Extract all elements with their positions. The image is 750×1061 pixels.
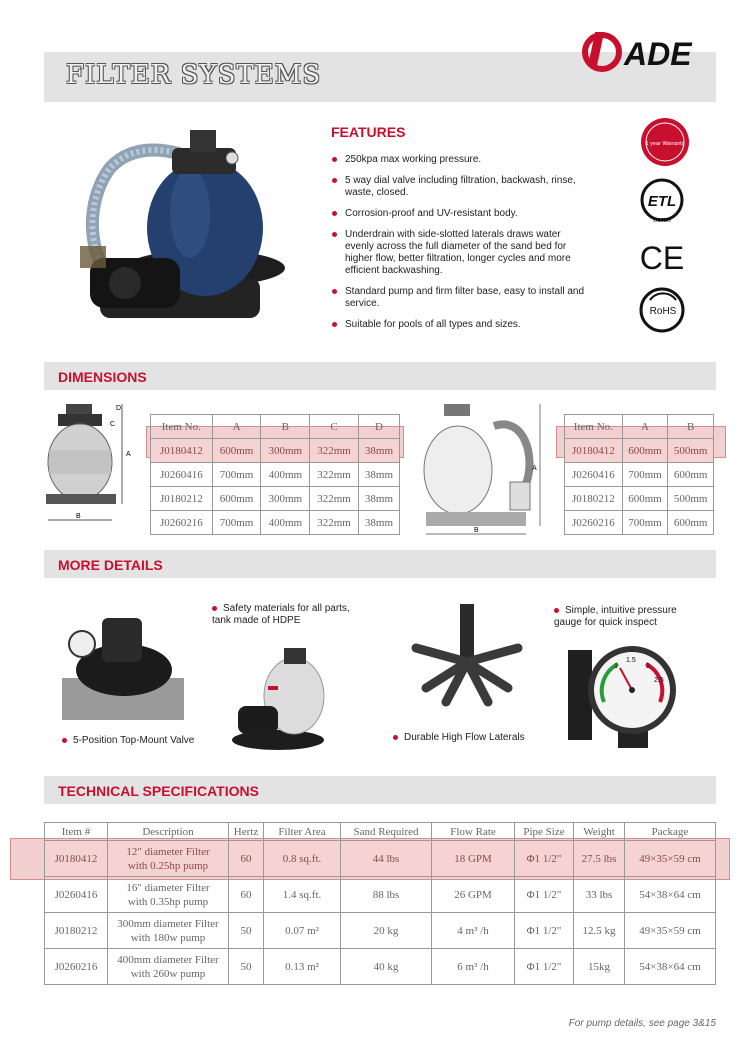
col-header: Package	[625, 823, 716, 841]
feature-item: Standard pump and firm filter base, easy to install and service.	[331, 286, 586, 310]
col-header: Weight	[574, 823, 625, 841]
bullet-icon	[212, 606, 217, 611]
gauge-mark-1-5: 1.5	[626, 657, 636, 664]
dim-label-d: D	[116, 405, 122, 412]
table-row: J0260416 16" diameter Filter with 0.35hp pump 60 1.4 sq.ft. 88 lbs 26 GPM Φ1 1/2" 33 lbs 54×38×64 cm	[45, 877, 716, 913]
dimensions-title: DIMENSIONS	[58, 369, 147, 385]
gauge-mark-2: 2	[646, 663, 650, 670]
col-header: C	[310, 415, 359, 439]
laterals-photo	[406, 604, 530, 708]
col-header: Item No.	[151, 415, 213, 439]
rohs-icon	[636, 286, 688, 334]
col-header: Item #	[45, 823, 108, 841]
product-image-filter-system	[70, 118, 300, 338]
dimensions-table-2	[564, 414, 714, 535]
col-header: D	[358, 415, 399, 439]
white-filter-photo	[228, 636, 328, 752]
col-header: Pipe Size	[515, 823, 574, 841]
table-row: J0180412 600mm 300mm 322mm 38mm	[151, 439, 400, 463]
rohs-text: RoHS	[649, 306, 677, 317]
bullet-icon	[554, 608, 559, 613]
note-pressure: Simple, intuitive pressure gauge for quick inspect	[554, 605, 677, 628]
feature-item: 5 way dial valve including filtration, backwash, rinse, waste, closed.	[331, 175, 586, 199]
table-row: J0180412 600mm 500mm	[565, 439, 714, 463]
bullet-icon	[62, 738, 67, 743]
bullet-icon	[393, 735, 398, 740]
dim2-label-a: A	[532, 465, 537, 472]
etl-listed-icon	[636, 178, 688, 224]
col-header: Item No.	[565, 415, 623, 439]
table-row: J0260416 700mm 600mm	[565, 463, 714, 487]
col-header: B	[668, 415, 714, 439]
warranty-text: 1 year Warranty	[645, 141, 685, 147]
dim-label-c: C	[110, 421, 116, 428]
table-row: J0260216 700mm 400mm 322mm 38mm	[151, 511, 400, 535]
col-header: Filter Area	[264, 823, 341, 841]
table-row: J0180212 600mm 300mm 322mm 38mm	[151, 487, 400, 511]
feature-item: Suitable for pools of all types and sizes.	[331, 319, 586, 331]
dim2-label-b: B	[474, 527, 479, 534]
dimensions-table-1	[150, 414, 400, 535]
feature-item: Underdrain with side-slotted laterals draws water evenly across the full diameter of the sand bed for higher flow, better filtration, longer cycles and more efficient backwashing.	[331, 229, 586, 277]
col-header: A	[622, 415, 668, 439]
table-row: J0180212 300mm diameter Filter with 180w pump 50 0.07 m² 20 kg 4 m³ /h Φ1 1/2" 12.5 kg 49×35×59 cm	[45, 913, 716, 949]
note-valve: 5-Position Top-Mount Valve	[62, 735, 194, 747]
dimension-diagram-system	[414, 396, 554, 540]
page-title: FILTER SYSTEMS	[66, 60, 322, 90]
ce-mark-icon	[636, 236, 688, 276]
features-title: FEATURES	[331, 124, 406, 140]
dim-label-a: A	[126, 451, 131, 458]
dimension-diagram-filter	[40, 398, 140, 536]
col-header: Description	[108, 823, 229, 841]
dim-label-b: B	[76, 513, 81, 520]
feature-item: 250kpa max working pressure.	[331, 154, 586, 166]
specs-title: TECHNICAL SPECIFICATIONS	[58, 783, 259, 799]
table-row: J0260216 400mm diameter Filter with 260w pump 50 0.13 m² 40 kg 6 m³ /h Φ1 1/2" 15kg 54×38×64 cm	[45, 949, 716, 985]
feature-item: Corrosion-proof and UV-resistant body.	[331, 208, 586, 220]
gauge-mark-1: 1	[614, 663, 618, 670]
valve-photo	[62, 608, 184, 720]
col-header: A	[212, 415, 261, 439]
table-row: J0180412 12" diameter Filter with 0.25hp pump 60 0.8 sq.ft. 44 lbs 18 GPM Φ1 1/2" 27.5 lbs 49×35×59 cm	[45, 841, 716, 877]
table-row: J0260216 700mm 600mm	[565, 511, 714, 535]
brand-logo	[582, 28, 722, 72]
logo-text: ADE	[624, 36, 692, 72]
features-list	[331, 154, 586, 340]
etl-text: ETL	[647, 193, 677, 210]
col-header: B	[261, 415, 310, 439]
more-details-title: MORE DETAILS	[58, 557, 163, 573]
col-header: Hertz	[229, 823, 264, 841]
warranty-badge-icon	[636, 116, 694, 168]
ce-text: CE	[639, 240, 685, 276]
pressure-gauge-photo	[568, 640, 686, 748]
table-row: J0260416 700mm 400mm 322mm 38mm	[151, 463, 400, 487]
col-header: Flow Rate	[432, 823, 515, 841]
specs-table	[44, 822, 716, 985]
gauge-mark-2-5: 2.5	[654, 677, 664, 684]
note-safety: Safety materials for all parts, tank made of HDPE	[212, 603, 350, 626]
footnote: For pump details, see page 3&15	[568, 1018, 716, 1029]
col-header: Sand Required	[341, 823, 432, 841]
table-row: J0180212 600mm 500mm	[565, 487, 714, 511]
etl-sub-text: LISTED	[653, 218, 671, 224]
note-laterals: Durable High Flow Laterals	[393, 732, 525, 744]
